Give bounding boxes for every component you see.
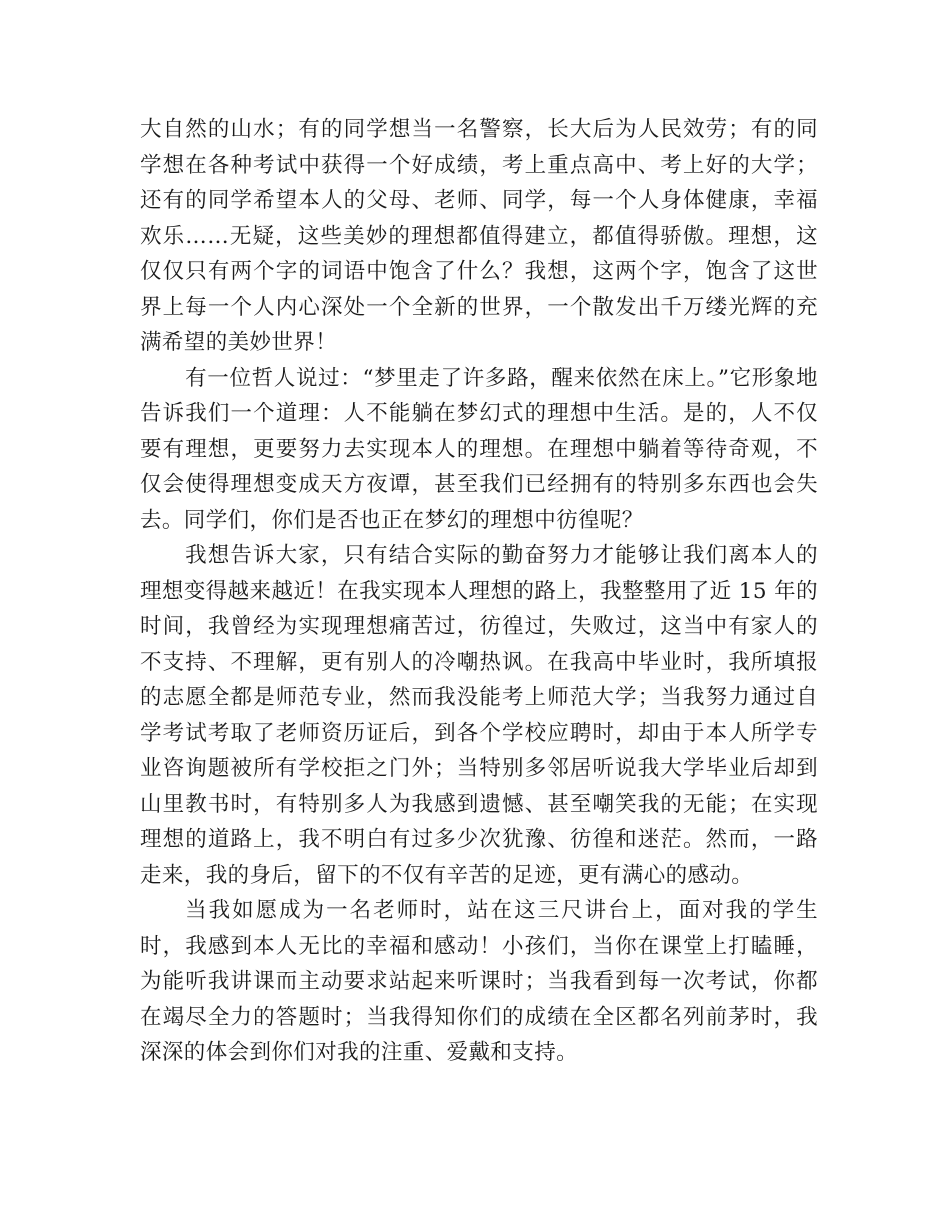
paragraph-4: 当我如愿成为一名老师时，站在这三尺讲台上，面对我的学生时，我感到本人无比的幸福和感动！小孩们，当你在课堂上打瞌睡，为能听我讲课而主动要求站起来听课时；当我看到每一次考试，你都在竭尽全力的答题时；当我得知你们的成绩在全区都名列前茅时，我深深的体会到你们对我的注重、爱戴和支持。 bbox=[140, 898, 818, 1065]
paragraph-2: 有一位哲人说过：“梦里走了许多路，醒来依然在床上。”它形象地告诉我们一个道理：人不能躺在梦幻式的理想中生活。是的，人不仅要有理想，更要努力去实现本人的理想。在理想中躺着等待奇观，不仅会使得理想变成天方夜谭，甚至我们已经拥有的特别多东西也会失去。同学们，你们是否也正在梦幻的理想中彷徨呢？ bbox=[140, 365, 818, 533]
paragraph-3: 我想告诉大家，只有结合实际的勤奋努力才能够让我们离本人的理想变得越来越近！在我实现本人理想的路上，我整整用了近 15 年的时间，我曾经为实现理想痛苦过，彷徨过，失败过，这当中有家人的不支持、不理解，更有别人的冷嘲热讽。在我高中毕业时，我所填报的志愿全都是师范专业，然而我没能考上师范大学；当我努力通过自学考试考取了老师资历证后，到各个学校应聘时，却由于本人所学专业咨询题被所有学校拒之门外；当特别多邻居听说我大学毕业后却到山里教书时，有特别多人为我感到遗憾、甚至嘲笑我的无能；在实现理想的道路上，我不明白有过多少次犹豫、彷徨和迷茫。然而，一路走来，我的身后，留下的不仅有辛苦的足迹，更有满心的感动。 bbox=[140, 543, 818, 888]
document-body bbox=[140, 112, 818, 1071]
paragraph-1: 大自然的山水；有的同学想当一名警察，长大后为人民效劳；有的同学想在各种考试中获得一个好成绩，考上重点高中、考上好的大学；还有的同学希望本人的父母、老师、同学，每一个人身体健康，幸福欢乐……无疑，这些美妙的理想都值得建立，都值得骄傲。理想，这仅仅只有两个字的词语中饱含了什么？我想，这两个字，饱含了这世界上每一个人内心深处一个全新的世界，一个散发出千万缕光辉的充满希望的美妙世界！ bbox=[140, 117, 818, 355]
